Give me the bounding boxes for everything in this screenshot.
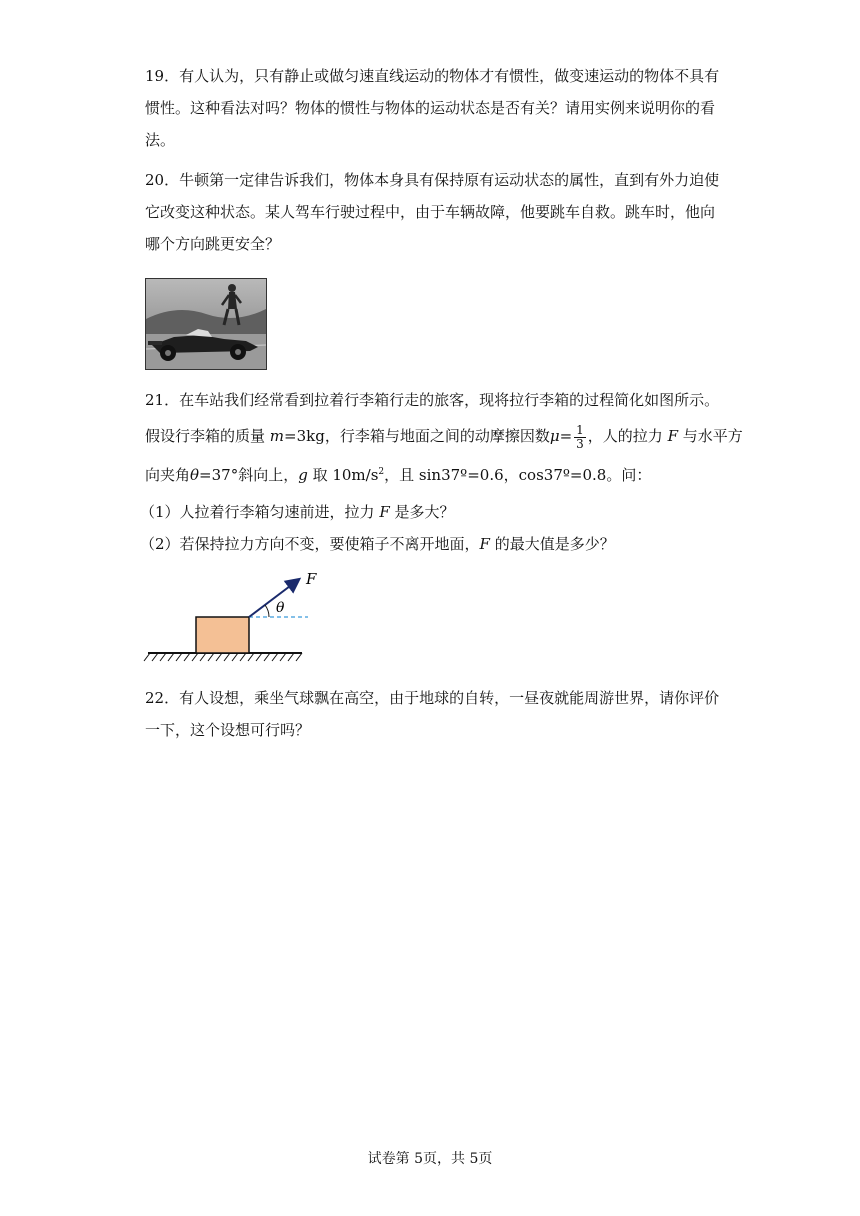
superscript-2: 2 — [378, 467, 385, 477]
fraction-numerator: 1 — [576, 422, 584, 437]
question-22 — [145, 682, 725, 746]
race-car-illustration — [146, 279, 266, 369]
text-fragment: 与水平方 — [678, 427, 743, 445]
text-fragment: =37°斜向上， — [199, 466, 299, 484]
text-fragment: （1）人拉着行李箱匀速前进，拉力 — [140, 503, 380, 521]
question-21-line — [145, 416, 743, 456]
variable-mu: μ — [549, 427, 560, 445]
question-21-line — [145, 456, 725, 491]
variable-m: m — [269, 427, 285, 445]
question-22-line: 22．有人设想，乘坐气球飘在高空，由于地球的自转，一昼夜就能周游世界，请你评价 — [145, 689, 720, 707]
text-fragment: 向夹角 — [145, 466, 191, 484]
question-22-line: 一下，这个设想可行吗？ — [145, 721, 311, 739]
question-19-line: 惯性。这种看法对吗？物体的惯性与物体的运动状态是否有关？请用实例来说明你的看 — [145, 99, 716, 117]
variable-theta: θ — [190, 466, 200, 484]
fraction-one-third — [574, 424, 586, 451]
question-21-line: 21．在车站我们经常看到拉着行李箱行走的旅客，现将拉行李箱的过程简化如图所示。 — [145, 391, 720, 409]
ground-hatching — [144, 653, 302, 661]
text-fragment: =3kg，行李箱与地面之间的动摩擦因数 — [284, 427, 550, 445]
race-car-photo — [145, 278, 267, 370]
page-footer: 试卷第 5页，共 5页 — [367, 1151, 493, 1167]
text-fragment: = — [559, 427, 573, 445]
variable-F: F — [667, 427, 678, 445]
angle-arc — [265, 605, 269, 617]
force-arrow — [249, 580, 298, 617]
text-fragment: 的最大值是多少？ — [489, 535, 615, 553]
text-fragment: （2）若保持拉力方向不变，要使箱子不离开地面， — [140, 535, 480, 553]
text-fragment: 是多大？ — [389, 503, 455, 521]
question-19 — [145, 60, 725, 156]
question-20 — [145, 164, 725, 260]
question-21 — [145, 384, 743, 491]
question-20-line: 哪个方向跳更安全？ — [145, 235, 281, 253]
question-20-line: 它改变这种状态。某人驾车行驶过程中，由于车辆故障，他要跳车自救。跳车时，他向 — [145, 203, 716, 221]
text-fragment: ，且 sin37º=0.6，cos37º=0.8。问： — [384, 466, 652, 484]
angle-label: θ — [276, 600, 285, 616]
text-fragment: 取 10m/s — [307, 466, 379, 484]
variable-g: g — [298, 466, 308, 484]
question-19-line: 法。 — [145, 131, 176, 149]
fraction-denominator: 3 — [576, 436, 584, 451]
luggage-box — [196, 617, 249, 653]
variable-F: F — [379, 503, 390, 521]
question-20-line: 20．牛顿第一定律告诉我们，物体本身具有保持原有运动状态的属性，直到有外力迫使 — [145, 171, 720, 189]
text-fragment: 假设行李箱的质量 — [145, 427, 270, 445]
question-21-part-1 — [140, 496, 455, 528]
variable-F: F — [479, 535, 490, 553]
force-label: F — [306, 570, 317, 588]
question-21-part-2 — [140, 528, 615, 560]
text-fragment: ，人的拉力 — [587, 427, 668, 445]
question-19-line: 19．有人认为，只有静止或做匀速直线运动的物体才有惯性，做变速运动的物体不具有 — [145, 67, 720, 85]
luggage-force-diagram — [140, 568, 320, 668]
